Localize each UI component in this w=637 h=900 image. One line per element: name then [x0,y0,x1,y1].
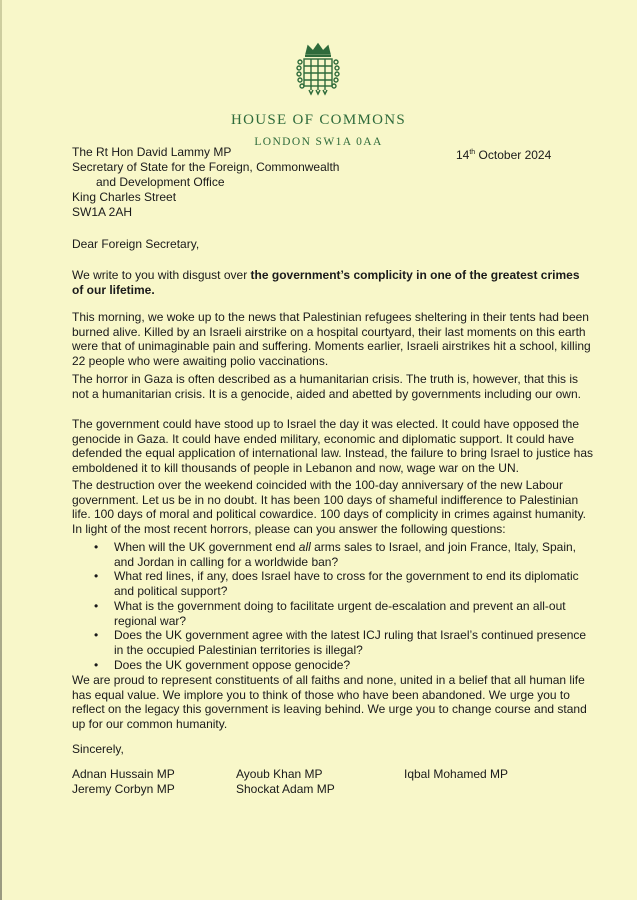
date-rest: October 2024 [478,148,552,162]
paragraph-line: up for our common humanity. [72,717,228,732]
paragraph-line: emboldened it to kill thousands of people in Lebanon and now, wage war on the UN. [72,461,519,476]
paragraph-closing [72,673,587,732]
bullet-icon: • [94,598,99,613]
paragraph-line [72,268,580,283]
sign-off: Sincerely, [72,742,124,756]
list-item [94,658,564,673]
recipient-line: and Development Office [96,175,225,189]
paragraph-line: defended the equal application of international law. Instead, the failure to bring Israel to justice has [72,446,594,461]
question-line: What red lines, if any, does Israel have to cross for the government to end its diplomatic [114,569,579,584]
paragraph-line [72,283,567,298]
paragraph-line: In light of the most recent horrors, please can you answer the following questions: [72,522,506,537]
recipient-line: SW1A 2AH [72,205,133,219]
recipient-address [72,145,339,220]
signatory-name: Adnan Hussain MP [72,767,175,781]
letterhead-address: LONDON SW1A 0AA [254,136,383,148]
bullet-icon: • [94,540,99,554]
signatory-name: Shockat Adam MP [236,782,335,796]
paragraph-line: life. 100 days of moral and political cowardice. 100 days of complicity in crimes against humanity. [72,507,587,522]
salutation: Dear Foreign Secretary, [72,237,200,251]
question-line: and Jordan in calling for a worldwide ban? [114,554,339,569]
question-line: Does the UK government oppose genocide? [114,657,351,672]
signatories-column [72,767,175,797]
paragraph-news [72,310,591,369]
question-text: arms sales to Israel, and join France, Italy, Spain, [310,540,577,554]
paragraph-anniversary [72,478,587,537]
question-line: Does the UK government agree with the latest ICJ ruling that Israel’s continued presence [114,628,587,643]
question-line: regional war? [114,613,187,628]
paragraph-line: reflect on the legacy this government is leaving behind. We urge you to change course and stand [72,702,587,717]
signatories-column [236,767,335,797]
date-day: 14 [456,148,470,162]
recipient-line: The Rt Hon David Lammy MP [72,145,232,159]
paragraph-line: This morning, we woke up to the news that Palestinian refugees sheltering in their tents had been [72,310,589,324]
list-item [94,628,587,657]
paragraph-line: were that of unimaginable pain and suffering. Moments earlier, Israeli airstrikes hit a school, killing [72,339,591,354]
paragraph-line: The government could have stood up to Israel the day it was elected. It could have opposed the [72,417,579,431]
portcullis-crest-icon [294,42,342,96]
recipient-line: King Charles Street [72,190,177,204]
question-line: in the occupied Palestinian territories is illegal? [114,642,363,657]
paragraph-line: The horror in Gaza is often described as a humanitarian crisis. The truth is, however, that this is [72,372,579,386]
signatory-name: Jeremy Corbyn MP [72,782,175,796]
signatory-name: Iqbal Mohamed MP [404,767,509,781]
scan-edge [0,0,2,900]
paragraph-line: has equal value. We implore you to think of those who have been abandoned. We urge you to [72,687,570,702]
intro-lead: We write to you with disgust over [72,268,251,282]
recipient-line: Secretary of State for the Foreign, Commonwealth [72,160,340,174]
bullet-icon: • [94,657,99,672]
question-text: When will the UK government end [114,540,299,554]
bullet-icon: • [94,628,99,643]
list-item [94,569,579,599]
paragraph-line: government. Let us be in no doubt. It has been 100 days of shameful indifference to Palestinian [72,492,579,507]
list-item [94,540,577,569]
paragraph-line: 22 people who were awaiting polio vaccinations. [72,354,329,369]
question-line [114,540,577,555]
date-suffix: th [469,149,476,156]
paragraph-line: We are proud to represent constituents of all faiths and none, united in a belief that all human life [72,673,585,687]
paragraph-intro [72,268,580,297]
signatory-name: Ayoub Khan MP [236,767,323,781]
paragraph-horror [72,372,581,401]
letter-date [456,145,551,163]
intro-bold-line2: of our lifetime. [72,282,155,297]
question-line: What is the government doing to facilitate urgent de-escalation and prevent an all-out [114,598,566,613]
paragraph-government [72,417,594,476]
bullet-icon: • [94,569,99,584]
paragraph-line: not a humanitarian crisis. It is a genocide, aided and abetted by governments including our own. [72,386,581,401]
paragraph-line: The destruction over the weekend coincided with the 100-day anniversary of the new Labour [72,478,563,492]
intro-bold: the government’s complicity in one of the greatest crimes [250,268,580,282]
question-emphasis: all [298,540,311,554]
paragraph-line: genocide in Gaza. It could have ended military, economic and diplomatic support. It could have [72,431,575,446]
list-item [94,599,564,628]
questions-list [94,540,587,672]
question-line: and political support? [114,584,228,599]
letterhead-title: HOUSE OF COMMONS [231,112,406,128]
paragraph-line: burned alive. Killed by an Israeli airstrike on a hospital courtyard, their last moments on this earth [72,324,586,339]
signatories-column [404,767,508,782]
